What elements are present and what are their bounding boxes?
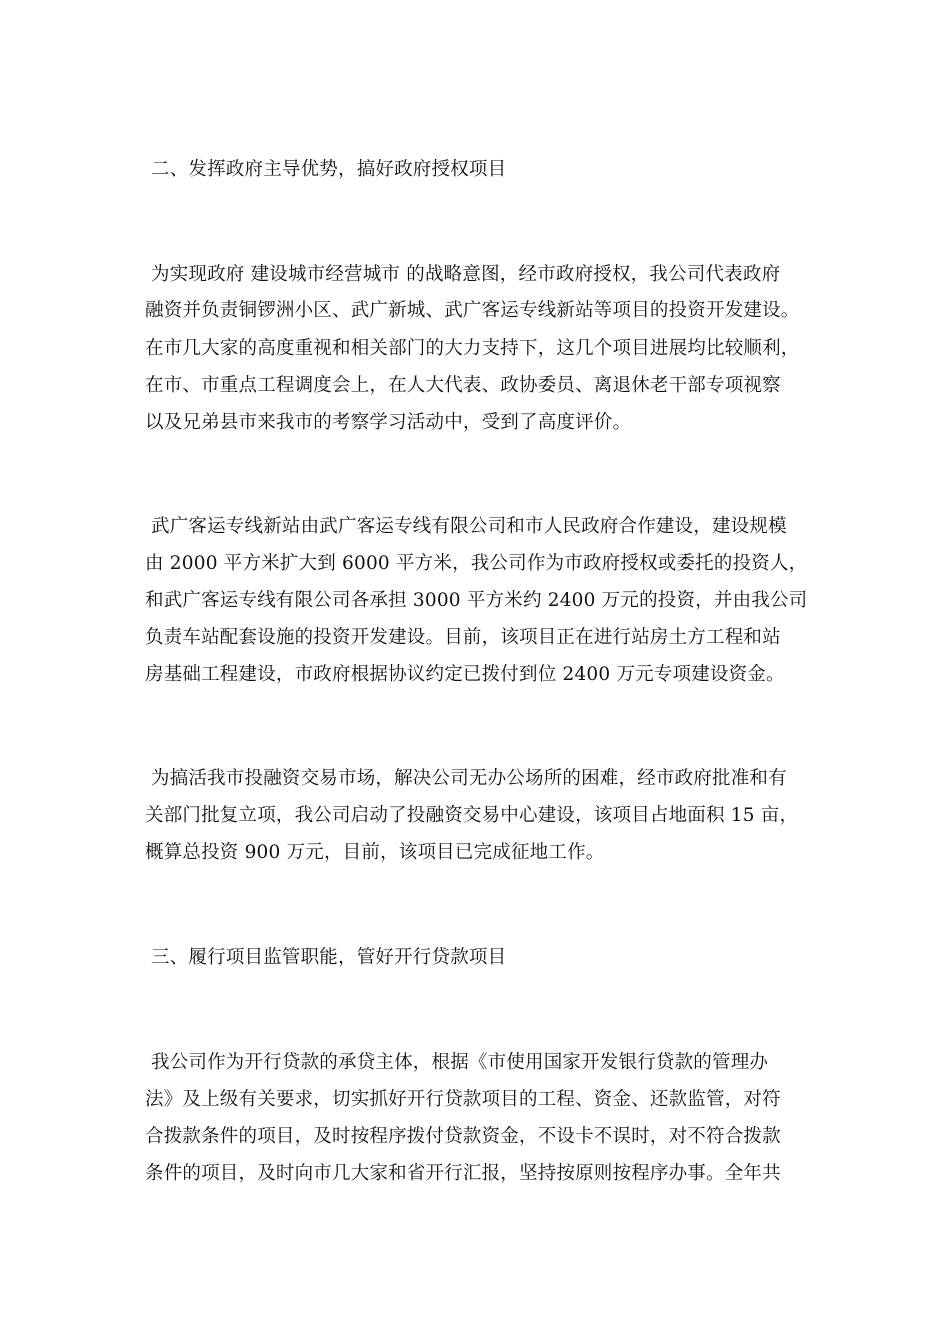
paragraph-1-line-1: 为实现政府 建设城市经营城市 的战略意图，经市政府授权，我公司代表政府: [151, 264, 781, 285]
paragraph-2-line-3: 和武广客运专线有限公司各承担 3000 平方米约 2400 万元的投资，并由我公司: [145, 590, 808, 611]
paragraph-3-line-2: 关部门批复立项，我公司启动了投融资交易中心建设，该项目占地面积 15 亩，: [145, 805, 799, 826]
paragraph-4-line-4: 条件的项目，及时向市几大家和省开行汇报，坚持按原则按程序办事。全年共: [145, 1163, 781, 1184]
paragraph-2-line-4: 负责车站配套设施的投资开发建设。目前，该项目正在进行站房土方工程和站: [145, 627, 781, 648]
paragraph-1-line-4: 在市、市重点工程调度会上，在人大代表、政协委员、离退休老干部专项视察: [145, 375, 781, 396]
paragraph-2-line-2: 由 2000 平方米扩大到 6000 平方米，我公司作为市政府授权或委托的投资人，: [145, 553, 808, 574]
paragraph-4-line-3: 合拨款条件的项目，及时按程序拨付贷款资金，不设卡不误时，对不符合拨款: [145, 1126, 781, 1147]
section-heading-2: 二、发挥政府主导优势，搞好政府授权项目: [151, 159, 507, 180]
paragraph-2-line-1: 武广客运专线新站由武广客运专线有限公司和市人民政府合作建设，建设规模: [151, 516, 787, 537]
paragraph-3-line-1: 为搞活我市投融资交易市场，解决公司无办公场所的困难，经市政府批准和有: [151, 768, 787, 789]
section-heading-3: 三、履行项目监管职能，管好开行贷款项目: [151, 947, 507, 968]
paragraph-1-line-3: 在市几大家的高度重视和相关部门的大力支持下，这几个项目进展均比较顺利，: [145, 338, 800, 359]
paragraph-2-line-5: 房基础工程建设，市政府根据协议约定已拨付到位 2400 万元专项建设资金。: [145, 664, 785, 685]
paragraph-1-line-5: 以及兄弟县市来我市的考察学习活动中，受到了高度评价。: [145, 412, 632, 433]
paragraph-4-line-1: 我公司作为开行贷款的承贷主体，根据《市使用国家开发银行贷款的管理办: [151, 1052, 769, 1073]
paragraph-3-line-3: 概算总投资 900 万元，目前，该项目已完成征地工作。: [145, 842, 605, 863]
paragraph-4-line-2: 法》及上级有关要求，切实抓好开行贷款项目的工程、资金、还款监管，对符: [145, 1089, 781, 1110]
paragraph-1-line-2: 融资并负责铜锣洲小区、武广新城、武广客运专线新站等项目的投资开发建设。: [145, 300, 800, 321]
